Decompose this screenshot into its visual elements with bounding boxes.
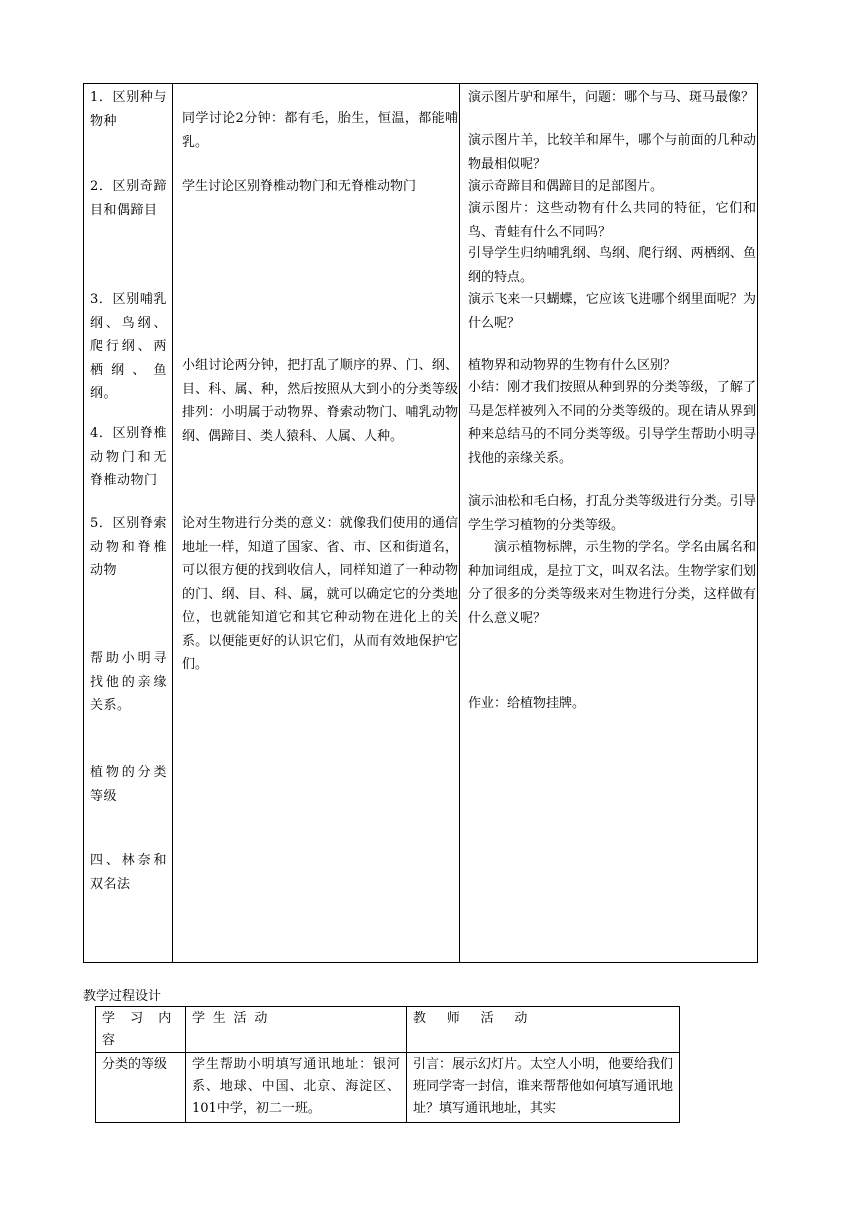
content-item: 植物的分类等级	[90, 765, 167, 804]
content-item: 5．区别脊索动物和脊椎动物	[90, 516, 167, 578]
teacher-activity-text: 演示图片驴和犀牛，问题：哪个与马、斑马最像？	[468, 90, 755, 105]
teacher-activity-text: 演示奇蹄目和偶蹄目的足部图片。	[468, 179, 664, 194]
row-teacher-activity: 引言：展示幻灯片。太空人小明，他要给我们班同学寄一封信，谁来帮帮他如何填写通讯地址？填写通讯地址，其实	[407, 1053, 680, 1123]
teacher-activity-text: 引导学生归纳哺乳纲、鸟纲、爬行纲、两栖纲、鱼纲的特点。	[468, 246, 756, 285]
content-item: 1．区别种与物种	[90, 90, 167, 129]
content-item: 帮助小明寻找他的亲缘关系。	[90, 651, 167, 713]
teacher-activity-text: 植物界和动物界的生物有什么区别？	[468, 358, 677, 373]
teaching-process-table	[95, 1006, 680, 1123]
teacher-activity-text: 演示植物标牌，示生物的学名。学名由属名和种加词组成，是拉丁文，叫双名法。生物学家们划分了很多的分类等级来对生物进行分类，这样做有什么意义呢？	[468, 540, 756, 626]
content-item: 3．区别哺乳纲、鸟纲、爬行纲、两栖纲、鱼纲。	[90, 292, 167, 401]
content-column	[84, 84, 173, 963]
student-activity-text: 论对生物进行分类的意义：就像我们使用的通信地址一样，知道了国家、省、市、区和街道名，可以很方便的找到收信人，同样知道了一种动物的门、纲、目、科、属，就可以确定它的分类地位，也就能知道它和其它种动物在进化上的关系。以便能更好的认识它们，从而有效地保护它们。	[182, 516, 458, 672]
header-teacher-activity: 教师活动	[407, 1007, 680, 1053]
row-student-activity: 学生帮助小明填写通讯地址：银河系、地球、中国、北京、海淀区、101中学，初二一班。	[186, 1053, 407, 1123]
teacher-activity-column	[460, 84, 758, 963]
teacher-activity-text: 演示飞来一只蝴蝶，它应该飞进哪个纲里面呢？为什么呢？	[468, 292, 756, 331]
teacher-activity-text: 作业：给植物挂牌。	[468, 696, 586, 711]
teacher-activity-text: 演示图片：这些动物有什么共同的特征，它们和鸟、青蛙有什么不同吗？	[468, 201, 756, 240]
content-item: 2．区别奇蹄目和偶蹄目	[90, 179, 167, 218]
student-activity-text: 同学讨论2分钟：都有毛，胎生，恒温，都能哺乳。	[182, 111, 458, 150]
teacher-activity-text: 演示油松和毛白杨，打乱分类等级进行分类。引导学生学习植物的分类等级。	[468, 494, 756, 533]
header-learning-content: 学习内容	[96, 1007, 186, 1053]
lesson-table-continued	[83, 83, 758, 963]
header-student-activity: 学生活动	[186, 1007, 407, 1053]
teacher-activity-text: 演示图片羊，比较羊和犀牛，哪个与前面的几种动物最相似呢？	[468, 133, 756, 172]
student-activity-text: 小组讨论两分钟，把打乱了顺序的界、门、纲、目、科、属、种，然后按照从大到小的分类等级排列：小明属于动物界、脊索动物门、哺乳动物纲、偶蹄目、类人猿科、人属、人种。	[182, 358, 458, 444]
student-activity-column	[173, 84, 460, 963]
section-caption: 教学过程设计	[83, 989, 162, 1004]
content-item: 4．区别脊椎动物门和无脊椎动物门	[90, 426, 167, 488]
row-content: 分类的等级	[96, 1053, 186, 1123]
content-item: 四、林奈和双名法	[90, 853, 167, 892]
student-activity-text: 学生讨论区别脊椎动物门和无脊椎动物门	[182, 179, 417, 194]
teacher-activity-text: 小结：刚才我们按照从种到界的分类等级，了解了马是怎样被列入不同的分类等级的。现在请从界到种来总结马的不同分类等级。引导学生帮助小明寻找他的亲缘关系。	[468, 380, 756, 466]
